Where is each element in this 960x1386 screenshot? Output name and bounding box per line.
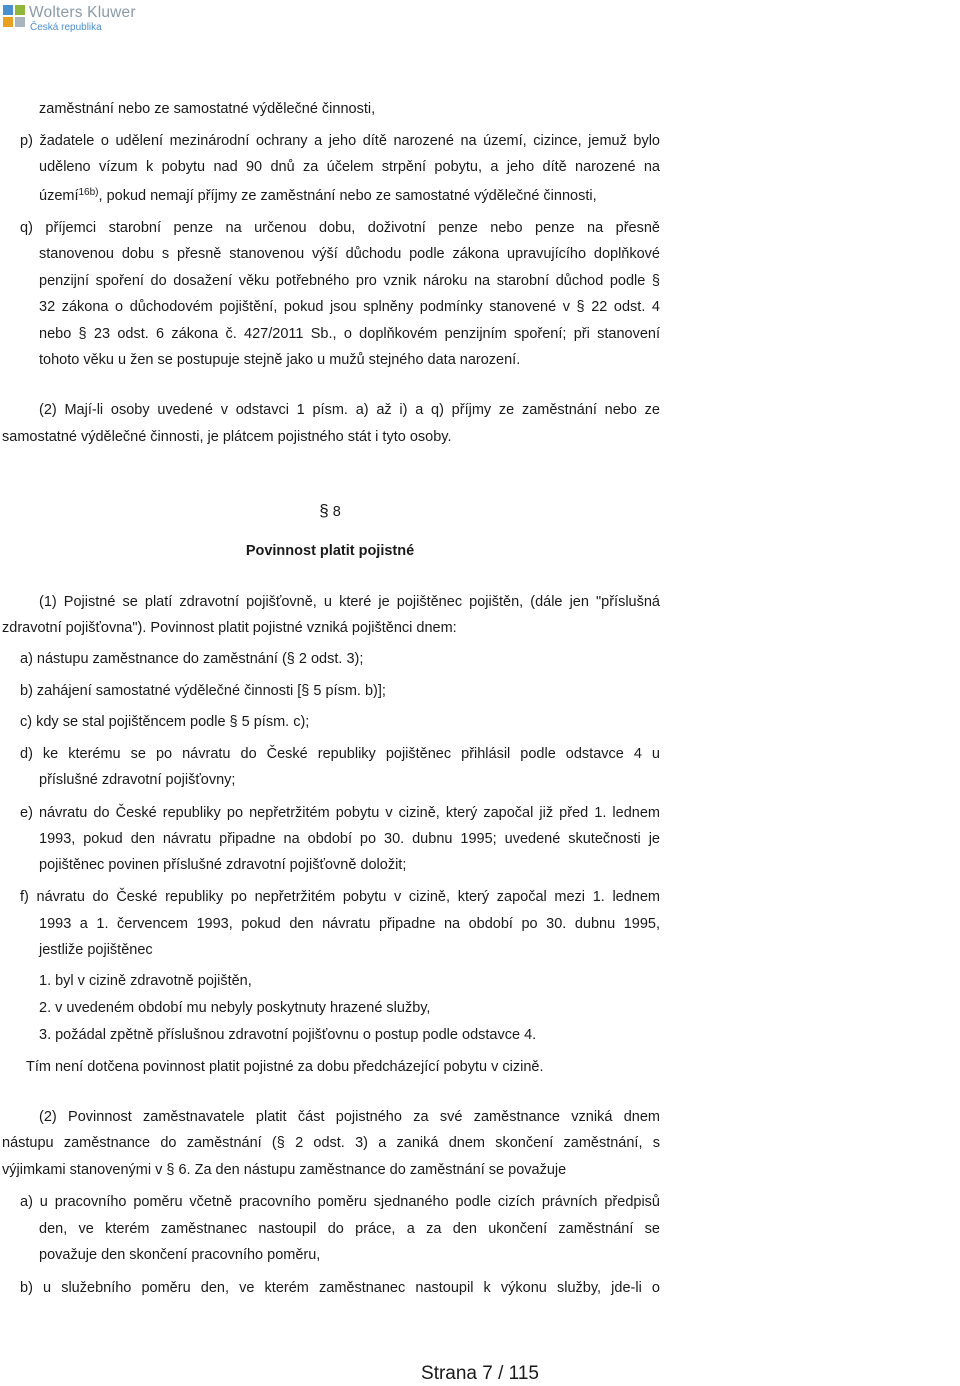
paragraph-2-line: (2) Povinnost zaměstnavatele platit část pojistného za své zaměstnance vzniká dnem	[39, 1109, 660, 1125]
text-line: jestliže pojištěnec	[39, 942, 153, 958]
section-heading	[0, 502, 660, 521]
text-line: výjimkami stanovenými v § 6. Za den nástupu zaměstnance do zaměstnání se považuje	[2, 1162, 567, 1178]
list-item-e: e) návratu do České republiky po nepřetržitém pobytu v cizině, který započal již před 1. lednem	[20, 805, 660, 821]
text-line: nástupu zaměstnance do zaměstnání (§ 2 odst. 3) a zaniká dnem skončení zaměstnání, s	[2, 1135, 660, 1151]
list-item-b: b) zahájení samostatné výdělečné činnosti [§ 5 písm. b)];	[20, 683, 386, 699]
text-line: tohoto věku u žen se postupuje stejně jako u mužů stejného data narození.	[39, 352, 521, 368]
sub-item-1: 1. byl v cizině zdravotně pojištěn,	[39, 973, 252, 989]
brand-name: Wolters Kluwer	[29, 4, 136, 21]
text-line: pojištěnec povinen příslušné zdravotní pojišťovně doložit;	[39, 857, 407, 873]
text-line: 32 zákona o důchodovém pojištění, pokud jsou splněny podmínky stanovené v § 22 odst. 4	[39, 299, 660, 315]
list-item-a: a) u pracovního poměru včetně pracovního poměru sjednaného podle cizích právních předpisů	[20, 1194, 660, 1210]
text-line: den, ve kterém zaměstnanec nastoupil do práce, a za den ukončení zaměstnání se	[39, 1221, 660, 1237]
text-fragment: , pokud nemají příjmy ze zaměstnání nebo ze samostatné výdělečné činnosti,	[98, 188, 597, 204]
text-line: uděleno vízum k pobytu nad 90 dnů za účelem strpění pobytu, a jeho dítě narozené na	[39, 159, 660, 175]
section-sign: §	[319, 501, 329, 520]
paragraph-1-line: (1) Pojistné se platí zdravotní pojišťovně, u které je pojištěnec pojištěn, (dále jen "příslušná	[39, 594, 660, 610]
brand-subtitle: Česká republika	[30, 22, 102, 33]
section-title: Povinnost platit pojistné	[245, 543, 415, 559]
text-line	[39, 184, 597, 205]
sub-item-2: 2. v uvedeném období mu nebyly poskytnuty hrazené služby,	[39, 1000, 431, 1016]
text-line: zdravotní pojišťovna"). Povinnost platit pojistné vzniká pojištěnci dnem:	[2, 620, 457, 636]
list-item-p: p) žadatele o udělení mezinárodní ochrany a jeho dítě narozené na území, cizince, jemuž bylo	[20, 133, 660, 149]
text-line: penzijní spoření do dosažení věku potřebného pro vznik nároku na starobní důchod podle §	[39, 273, 660, 289]
list-item-d: d) ke kterému se po návratu do České republiky pojištěnec přihlásil podle odstavce 4 u	[20, 746, 660, 762]
paragraph-2-line: (2) Mají-li osoby uvedené v odstavci 1 písm. a) až i) a q) příjmy ze zaměstnání nebo ze	[39, 402, 660, 418]
list-item-b: b) u služebního poměru den, ve kterém zaměstnanec nastoupil k výkonu služby, jde-li o	[20, 1280, 660, 1296]
list-item-f: f) návratu do České republiky po nepřetržitém pobytu v cizině, který započal mezi 1. lednem	[20, 889, 660, 905]
text-line: příslušné zdravotní pojišťovny;	[39, 772, 236, 788]
section-number: 8	[332, 504, 341, 520]
list-item-c: c) kdy se stal pojištěncem podle § 5 písm. c);	[20, 714, 310, 730]
list-item-q: q) příjemci starobní penze na určenou dobu, doživotní penze nebo penze na přesně	[20, 220, 660, 236]
text-line: nebo § 23 odst. 6 zákona č. 427/2011 Sb., o doplňkovém penzijním spoření; při stanovení	[39, 326, 660, 342]
footnote-ref[interactable]: 16b)	[78, 187, 99, 198]
page-number: Strana 7 / 115	[421, 1363, 539, 1384]
list-item-a: a) nástupu zaměstnance do zaměstnání (§ 2 odst. 3);	[20, 651, 364, 667]
wolters-kluwer-logo-icon	[3, 5, 25, 27]
text-line: 1993 a 1. červencem 1993, pokud den návratu připadne na období po 30. dubnu 1995,	[39, 916, 660, 932]
text-line: samostatné výdělečné činnosti, je plátcem pojistného stát i tyto osoby.	[2, 429, 452, 445]
text-line: Tím není dotčena povinnost platit pojistné za dobu předcházející pobytu v cizině.	[26, 1059, 544, 1075]
text-fragment: území	[39, 188, 79, 204]
text-line: stanovenou dobu s přesně stanovenou výší důchodu podle zákona upravujícího doplňkové	[39, 246, 660, 262]
brand-logo	[3, 4, 136, 33]
text-line: považuje den skončení pracovního poměru,	[39, 1247, 321, 1263]
sub-item-3: 3. požádal zpětně příslušnou zdravotní pojišťovnu o postup podle odstavce 4.	[39, 1027, 537, 1043]
text-line: 1993, pokud den návratu připadne na období po 30. dubnu 1995; uvedené skutečnosti je	[39, 831, 660, 847]
text-line: zaměstnání nebo ze samostatné výdělečné činnosti,	[39, 101, 376, 117]
